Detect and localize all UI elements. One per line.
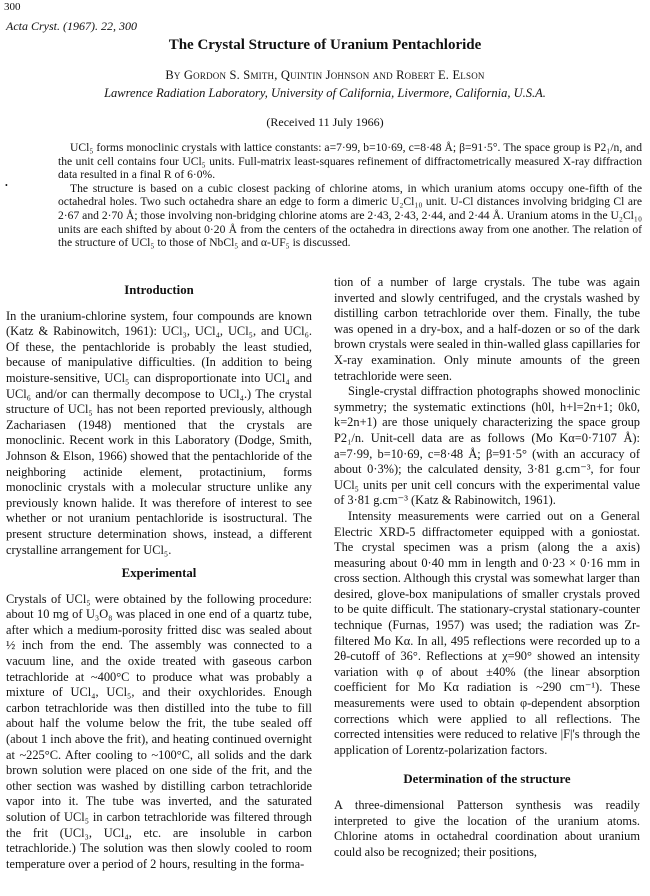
intensity-paragraph: Intensity measurements were carried out on a General Electric XRD-5 diffractometer equipped with a goniostat. The crystal specimen was a prism (along the a axis) measuring about 0·40 mm in length and 0·23 × 0·16 mm in cross section. Although this crystal was somewhat larger than desired, glove-box manipulations of smaller crystals proved to be quite difficult. The stationary-crystal stationary-counter technique (Furnas, 1957) was used; the radiation was Zr-filtered Mo Kα. In all, 495 reflections were recorded up to a 2θ-cutoff of 36°. Reflections at χ=90° showed an intensity variation with φ of about ±40% (the linear absorption coefficient for Mo Kα radiation is ~290 cm⁻¹). These measurements were used to obtain φ-dependent absorption corrections which were applied to all reflections. The corrected intensities were reduced to relative |F|'s through the application of Lorentz-polarization factors.: [334, 508, 640, 757]
determination-paragraph: A three-dimensional Patterson synthesis was readily interpreted to give the location of the uranium atoms. Chlorine atoms in octahedral coordination about uranium could also be recognized; their positions,: [334, 798, 640, 859]
experimental-paragraph: Crystals of UCl₅ were obtained by the following procedure: about 10 mg of U₃O₈ was placed in one end of a quartz tube, after which a medium-porosity fritted disc was sealed about ½ inch from the end. The assembly was connected to a vacuum line, and the oxide treated with gaseous carbon tetrachloride at ~400°C to produce what was probably a mixture of UCl₄, UCl₅, and their oxychlorides. Enough carbon tetrachloride was then distilled into the tube to fill about half the volume below the frit, the tube sealed off (about 1 inch above the frit), and heating continued overnight at ~225°C. After cooling to ~100°C, all solids and the dark brown solution were placed on one side of the frit, and the other section was washed by distilling carbon tetrachloride vapor into it. The tube was inverted, and the saturated solution of UCl₅ in carbon tetrachloride was filtered through the frit (UCl₃, UCl₄, etc. are insoluble in carbon tetrachloride.) The solution was then slowly cooled to room temperature over a period of 2 hours, resulting in the forma-: [6, 591, 312, 871]
right-column: [334, 275, 640, 860]
introduction-paragraph: In the uranium-chlorine system, four compounds are known (Katz & Rabinowitch, 1961): UCl₃, UCl₄, UCl₅, and UCl₆. Of these, the pentachloride is probably the least studied, because of manipulative difficulties. (In addition to being moisture-sensitive, UCl₅ can disproportionate into UCl₄ and UCl₆ and/or can thermally decompose to UCl₄.) The crystal structure of UCl₅ has not been reported previously, although Zachariasen (1948) mentioned that the crystals are monoclinic. Recent work in this Laboratory (Dodge, Smith, Johnson & Elson, 1966) showed that the pentachloride of the neighboring actinide element, protactinium, forms monoclinic crystals with a molecular structure unlike any previously known halide. It was therefore of interest to see whether or not uranium pentachloride is isostructural. The present structure determination shows, instead, a different crystalline arrangement for UCl₅.: [6, 308, 312, 557]
diffraction-paragraph: Single-crystal diffraction photographs showed monoclinic symmetry; the systematic extinctions (h0l, h+l=2n+1; 0k0, k=2n+1) are those uniquely characterizing the space group P2₁/n. Unit-cell data are as follows (Mo Kα=0·7107 Å): a=7·99, b=10·69, c=8·48 Å; β=91·5° (with an accuracy of about 0·3%); the calculated density, 3·81 g.cm⁻³, for four UCl₅ units per unit cell concurs with the experimental value of 3·81 g.cm⁻³ (Katz & Rabinowitch, 1961).: [334, 384, 640, 508]
abstract-paragraph: UCl₅ forms monoclinic crystals with lattice constants: a=7·99, b=10·69, c=8·48 Å; β=91·5°. The space group is P2₁/n, and the unit cell contains four UCl₅ units. Full-matrix least-squares refinement of diffractometrically measured X-ray diffraction data resulted in a final R of 6·0%.: [58, 141, 642, 182]
introduction-heading: Introduction: [124, 283, 194, 297]
margin-mark: •: [5, 181, 8, 190]
abstract-paragraph: The structure is based on a cubic closest packing of chlorine atoms, in which uranium atoms occupy one-fifth of the octahedral holes. Two such octahedra share an edge to form a dimeric U₂Cl₁₀ unit. U-Cl distances involving bridging Cl are 2·67 and 2·70 Å; those involving non-bridging chlorine atoms are 2·43, 2·43, 2·44, and 2·44 Å. Uranium atoms in the U₂Cl₁₀ units are each shifted by about 0·20 Å from the centers of the octahedra in directions away from one another. The relation of the structure of UCl₅ to those of NbCl₅ and α-UF₅ is discussed.: [58, 181, 642, 250]
determination-heading: Determination of the structure: [403, 772, 571, 787]
article-title: The Crystal Structure of Uranium Pentachloride: [168, 37, 482, 53]
experimental-continued-paragraph: tion of a number of large crystals. The tube was again inverted and slowly centrifuged, and the crystals washed by distilling carbon tetrachloride over them. Finally, the tube was opened in a dry-box, and a half-dozen or so of the dark brown crystals were sealed in thin-walled glass capillaries for X-ray examination. Only minute amounts of the green tetrachloride were seen.: [334, 275, 640, 383]
experimental-heading: Experimental: [121, 566, 197, 581]
author-affiliation: Lawrence Radiation Laboratory, University of California, Livermore, California, U.S.A.: [104, 86, 546, 100]
author-byline: By Gordon S. Smith, Quintin Johnson and Robert E. Elson: [165, 68, 485, 82]
received-date: (Received 11 July 1966): [266, 115, 384, 129]
abstract: [58, 141, 642, 250]
page-number: 300: [4, 1, 21, 13]
left-column: [6, 275, 312, 872]
journal-reference: Acta Cryst. (1967). 22, 300: [6, 19, 137, 33]
